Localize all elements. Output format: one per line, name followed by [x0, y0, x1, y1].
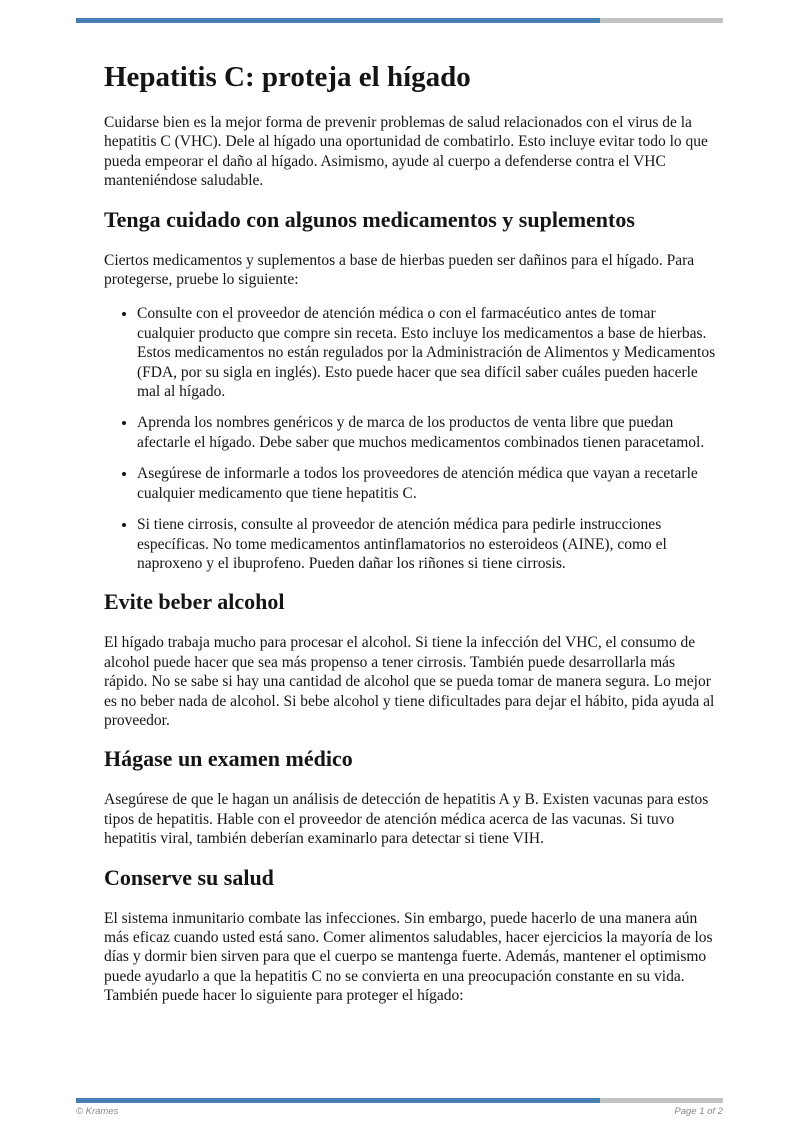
- section-heading-medicamentos: Tenga cuidado con algunos medicamentos y suplementos: [104, 206, 635, 232]
- section-paragraph-medicamentos: Ciertos medicamentos y suplementos a base de hierbas pueden ser dañinos para el hígado. Para protegerse, pruebe lo siguiente:: [104, 251, 695, 289]
- footer-rule: [76, 1098, 723, 1103]
- list-item: • Aprenda los nombres genéricos y de marca de los productos de venta libre que puedan afectarle el hígado. Debe saber que muchos medicamentos combinados tienen paracetamol.: [137, 413, 716, 452]
- page-footer: [76, 1098, 723, 1117]
- section-heading-examen: Hágase un examen médico: [104, 746, 353, 772]
- list-item: • Si tiene cirrosis, consulte al proveedor de atención médica para pedirle instrucciones específicas. No tome medicamentos antinflamatorios no esteroideos (AINE), como el naproxeno y el ibuprofeno. Pueden dañar los riñones si tiene cirrosis.: [137, 515, 716, 573]
- footer-text-row: [76, 1106, 723, 1117]
- section-heading-salud: Conserve su salud: [104, 864, 274, 890]
- section-paragraph-examen: Asegúrese de que le hagan un análisis de detección de hepatitis A y B. Existen vacunas para estos tipos de hepatitis. Hable con el proveedor de atención médica acerca de las vacunas. Si tuvo hepatitis viral, también deberían examinarlo para detectar si tiene VIH.: [104, 791, 709, 848]
- section-heading-alcohol: Evite beber alcohol: [104, 589, 285, 615]
- footer-rule-gray-segment: [600, 1098, 723, 1103]
- footer-copyright: © Krames: [76, 1106, 119, 1117]
- footer-rule-blue-segment: [76, 1098, 600, 1103]
- section-paragraph-salud: El sistema inmunitario combate las infecciones. Sin embargo, puede hacerlo de una manera aún más eficaz cuando usted está sano. Comer alimentos saludables, hacer ejercicios la mayoría de los días y dormir bien sirven para que el cuerpo se mantenga fuerte. Además, mantener el optimismo puede ayudarlo a que la hepatitis C no se convierta en una preocupación constante en su vida. También puede hacer lo siguiente para proteger el hígado:: [104, 909, 713, 1005]
- intro-paragraph: Cuidarse bien es la mejor forma de prevenir problemas de salud relacionados con el virus de la hepatitis C (VHC). Dele al hígado una oportunidad de combatirlo. Esto incluye evitar todo lo que pueda empeorar el daño al hígado. Asimismo, ayude al cuerpo a defenderse contra el VHC manteniéndose saludable.: [104, 114, 708, 190]
- footer-page-number: Page 1 of 2: [674, 1106, 723, 1117]
- document-body: [104, 23, 716, 1021]
- section-paragraph-alcohol: El hígado trabaja mucho para procesar el alcohol. Si tiene la infección del VHC, el consumo de alcohol puede hacer que sea más propenso a tener cirrosis. También puede desarrollarla más rápido. No se sabe si hay una cantidad de alcohol que se pueda tomar de manera segura. Lo mejor es no beber nada de alcohol. Si bebe alcohol y tiene dificultades para dejar el hábito, pida ayuda al proveedor.: [104, 634, 715, 729]
- list-item: • Consulte con el proveedor de atención médica o con el farmacéutico antes de tomar cualquier producto que compre sin receta. Esto incluye los medicamentos a base de hierbas. Estos medicamentos no están regulados por la Administración de Alimentos y Medicamentos (FDA, por su sigla en inglés). Esto puede hacer que sea difícil saber cuáles pueden hacerle mal al hígado.: [137, 304, 716, 401]
- page-title: Hepatitis C: proteja el hígado: [104, 61, 471, 93]
- list-item: • Asegúrese de informarle a todos los proveedores de atención médica que vayan a recetarle cualquier medicamento que tiene hepatitis C.: [137, 464, 716, 503]
- bullet-list-medicamentos: [104, 304, 716, 573]
